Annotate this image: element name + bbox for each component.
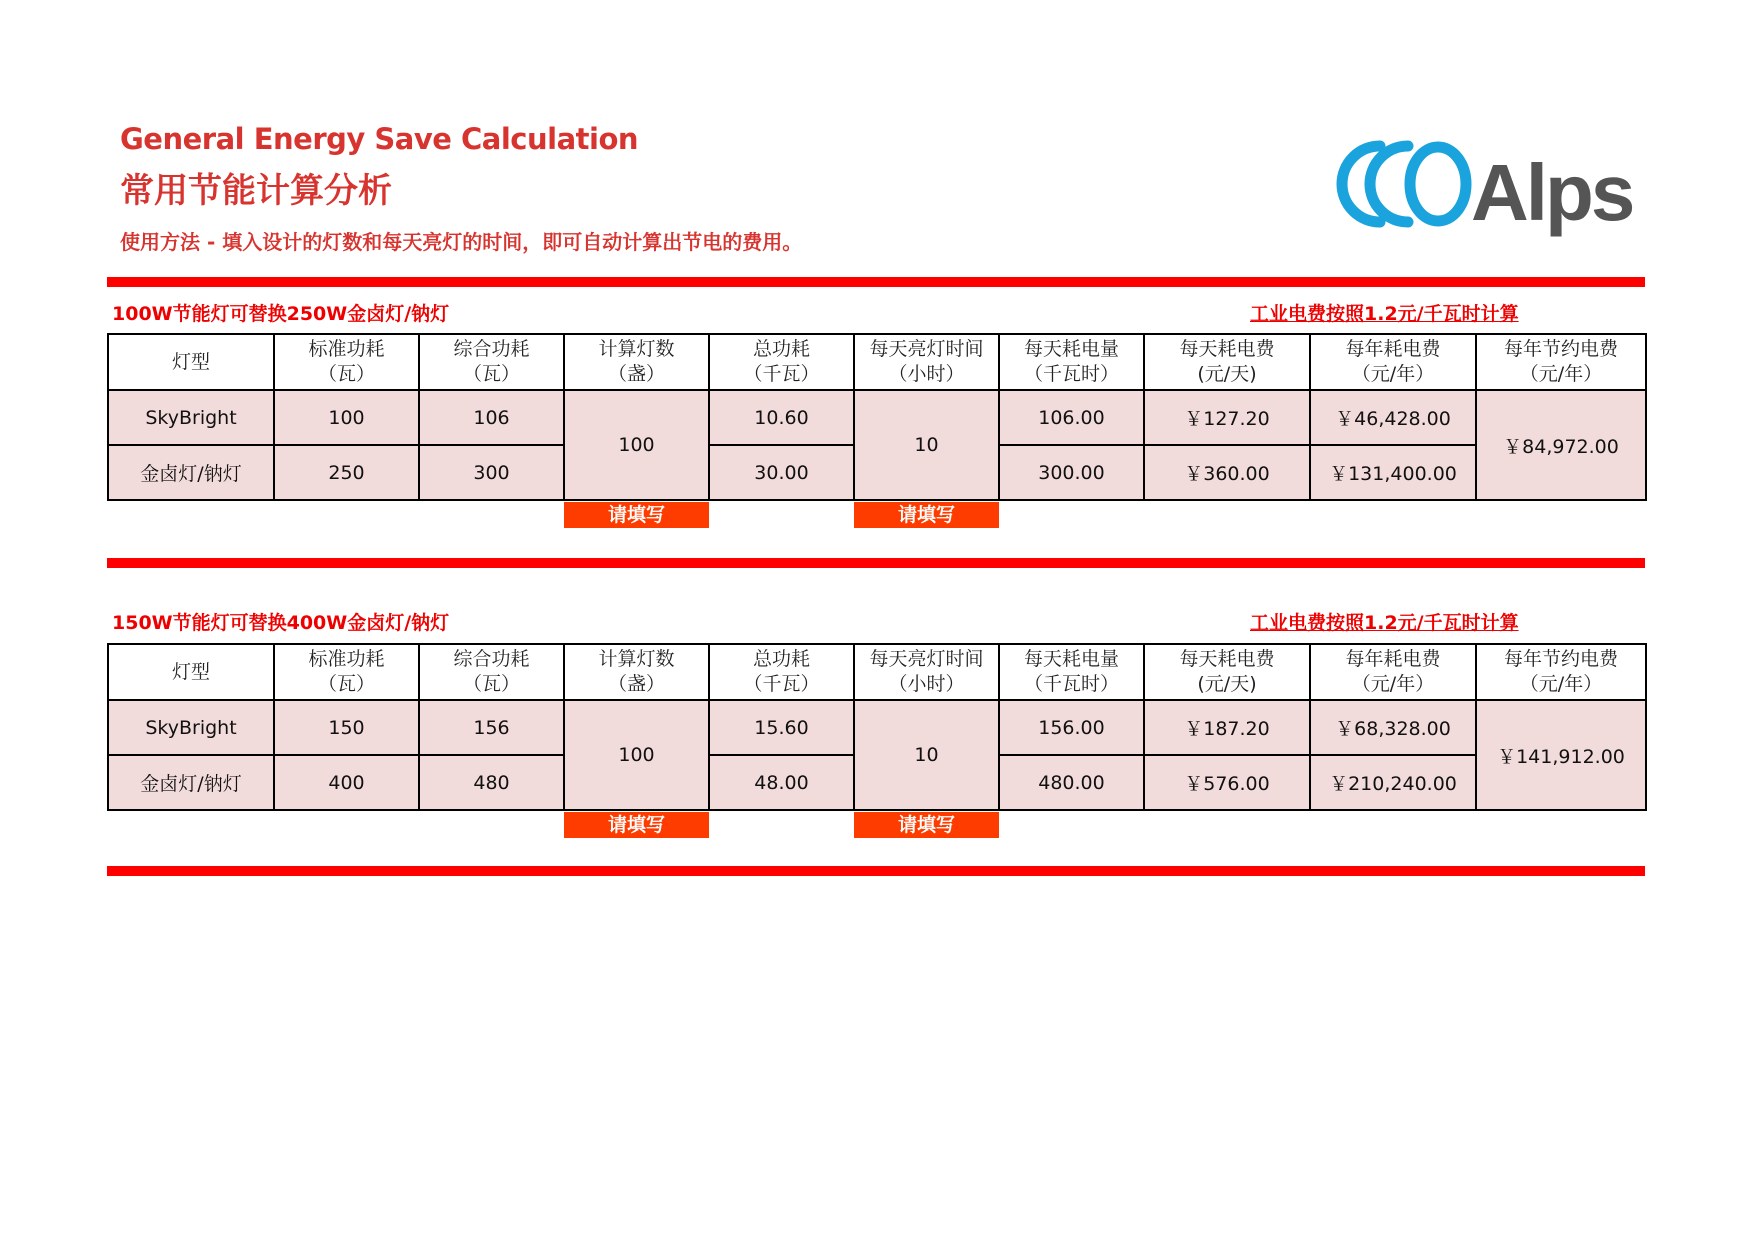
section-1-note: 工业电费按照1.2元/千瓦时计算	[1250, 303, 1519, 325]
col-header-daily-cost: 每天耗电费 (元/天)	[1144, 334, 1310, 390]
top-divider	[107, 277, 1645, 287]
table-header-row	[108, 644, 1646, 700]
col-header-std-power: 标准功耗 （瓦）	[274, 334, 419, 390]
svg-text:Alps: Alps	[1471, 148, 1633, 237]
cell-total-watts: 156	[419, 700, 564, 755]
cell-annual-cost: ￥46,428.00	[1310, 390, 1476, 445]
col-header-std-power: 标准功耗 （瓦）	[274, 644, 419, 700]
cell-daily-kwh: 480.00	[999, 755, 1144, 810]
cell-lamp-type: 金卤灯/钠灯	[108, 755, 274, 810]
hours-input[interactable]: 10	[854, 390, 999, 500]
cell-daily-cost: ￥576.00	[1144, 755, 1310, 810]
col-header-hours: 每天亮灯时间 （小时）	[854, 334, 999, 390]
col-header-lamp-count: 计算灯数 （盏）	[564, 644, 709, 700]
cell-total-watts: 106	[419, 390, 564, 445]
col-header-annual-cost: 每年耗电费 （元/年）	[1310, 644, 1476, 700]
col-header-daily-cost: 每天耗电费 (元/天)	[1144, 644, 1310, 700]
col-header-lamp-type: 灯型	[108, 334, 274, 390]
col-header-hours: 每天亮灯时间 （小时）	[854, 644, 999, 700]
page-title-cn: 常用节能计算分析	[120, 171, 392, 211]
section-2-title: 150W节能灯可替换400W金卤灯/钠灯	[112, 612, 450, 634]
cell-lamp-type: 金卤灯/钠灯	[108, 445, 274, 500]
col-header-annual-cost: 每年耗电费 （元/年）	[1310, 334, 1476, 390]
section-1-title: 100W节能灯可替换250W金卤灯/钠灯	[112, 303, 450, 325]
cell-total-watts: 480	[419, 755, 564, 810]
table-row	[108, 700, 1646, 755]
cell-daily-kwh: 106.00	[999, 390, 1144, 445]
cell-std-power: 400	[274, 755, 419, 810]
middle-divider	[107, 558, 1645, 568]
col-header-lamp-count: 计算灯数 （盏）	[564, 334, 709, 390]
cell-std-power: 100	[274, 390, 419, 445]
page-title-en: General Energy Save Calculation	[120, 122, 639, 156]
cell-lamp-type: SkyBright	[108, 390, 274, 445]
cell-annual-cost: ￥68,328.00	[1310, 700, 1476, 755]
cell-annual-cost: ￥131,400.00	[1310, 445, 1476, 500]
fill-in-tag-lamp-count: 请填写	[564, 812, 709, 838]
cell-total-kw: 48.00	[709, 755, 854, 810]
cell-lamp-type: SkyBright	[108, 700, 274, 755]
section-2-note: 工业电费按照1.2元/千瓦时计算	[1250, 612, 1519, 634]
hours-input[interactable]: 10	[854, 700, 999, 810]
usage-instructions: 使用方法 - 填入设计的灯数和每天亮灯的时间，即可自动计算出节电的费用。	[120, 230, 803, 254]
fill-in-tag-lamp-count: 请填写	[564, 502, 709, 528]
bottom-divider	[107, 866, 1645, 876]
col-header-annual-saving: 每年节约电费 （元/年）	[1476, 644, 1646, 700]
cell-daily-cost: ￥127.20	[1144, 390, 1310, 445]
calc-table-2	[107, 643, 1647, 811]
col-header-daily-kwh: 每天耗电量 （千瓦时）	[999, 644, 1144, 700]
col-header-total-watts: 综合功耗 （瓦）	[419, 644, 564, 700]
cell-annual-saving: ￥84,972.00	[1476, 390, 1646, 500]
cell-daily-cost: ￥187.20	[1144, 700, 1310, 755]
fill-in-tag-hours: 请填写	[854, 502, 999, 528]
cell-total-watts: 300	[419, 445, 564, 500]
cell-annual-cost: ￥210,240.00	[1310, 755, 1476, 810]
col-header-total-kw: 总功耗 （千瓦）	[709, 644, 854, 700]
col-header-total-kw: 总功耗 （千瓦）	[709, 334, 854, 390]
cell-daily-cost: ￥360.00	[1144, 445, 1310, 500]
col-header-lamp-type: 灯型	[108, 644, 274, 700]
cell-total-kw: 15.60	[709, 700, 854, 755]
col-header-annual-saving: 每年节约电费 （元/年）	[1476, 334, 1646, 390]
alps-logo-icon	[1330, 128, 1633, 240]
table-row	[108, 390, 1646, 445]
cell-std-power: 250	[274, 445, 419, 500]
cell-daily-kwh: 156.00	[999, 700, 1144, 755]
lamp-count-input[interactable]: 100	[564, 390, 709, 500]
fill-in-tag-hours: 请填写	[854, 812, 999, 838]
cell-total-kw: 10.60	[709, 390, 854, 445]
cell-annual-saving: ￥141,912.00	[1476, 700, 1646, 810]
calc-table-1	[107, 333, 1647, 501]
table-header-row	[108, 334, 1646, 390]
cell-std-power: 150	[274, 700, 419, 755]
col-header-daily-kwh: 每天耗电量 （千瓦时）	[999, 334, 1144, 390]
lamp-count-input[interactable]: 100	[564, 700, 709, 810]
cell-daily-kwh: 300.00	[999, 445, 1144, 500]
col-header-total-watts: 综合功耗 （瓦）	[419, 334, 564, 390]
cell-total-kw: 30.00	[709, 445, 854, 500]
